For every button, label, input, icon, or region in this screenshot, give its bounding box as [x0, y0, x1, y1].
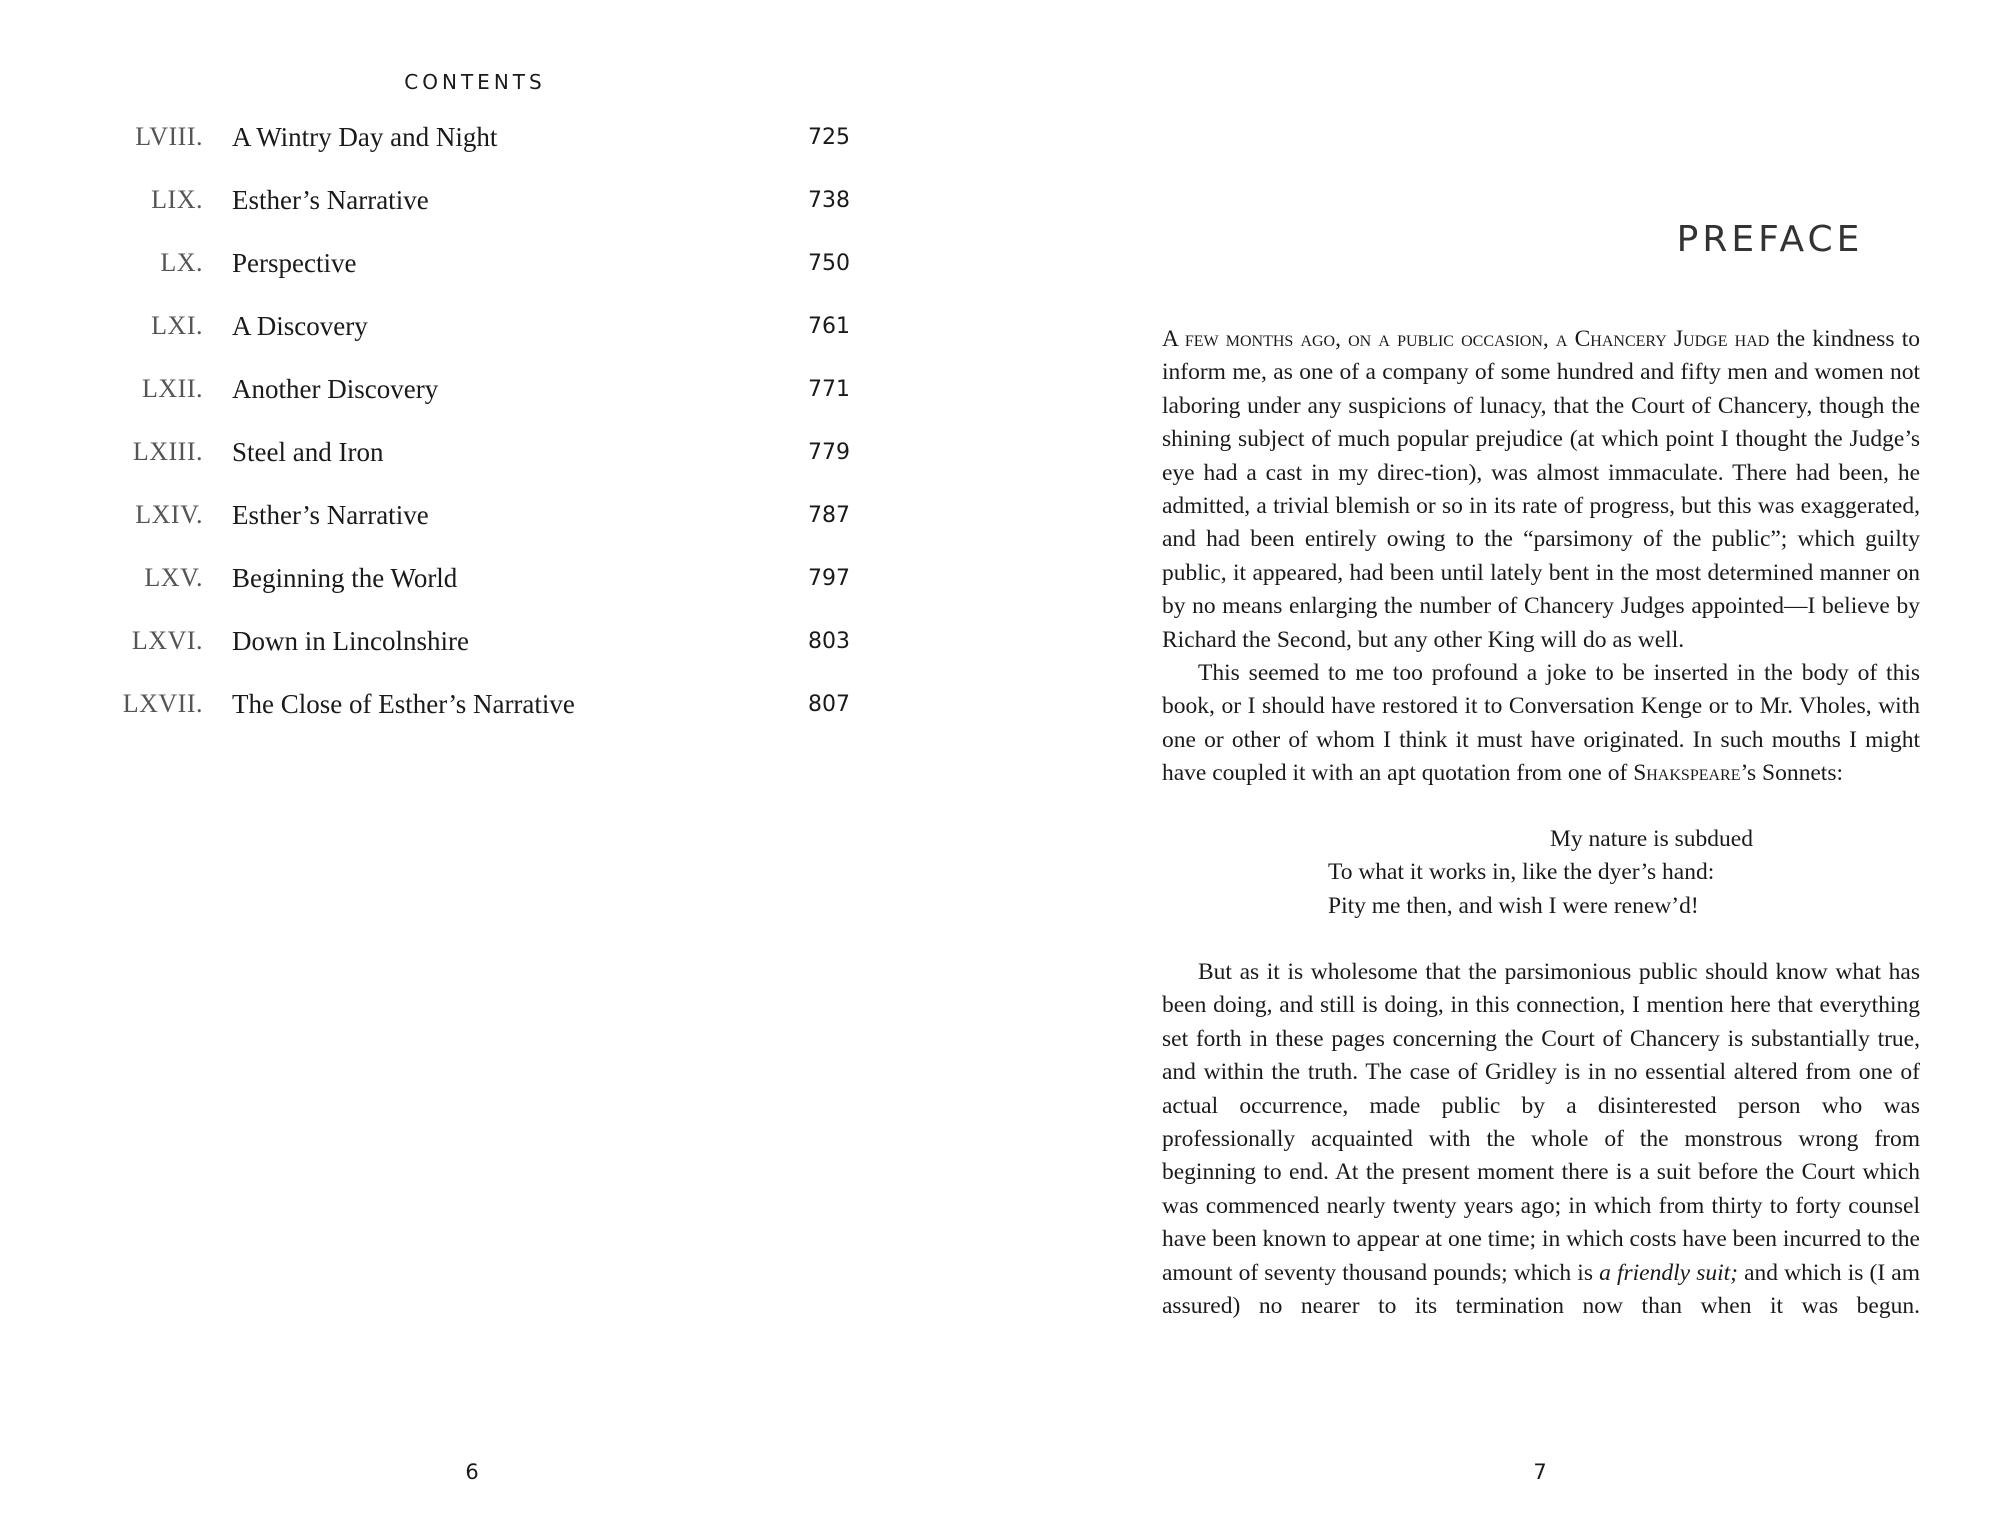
toc-entry — [0, 549, 1000, 612]
sonnet-quotation — [1162, 823, 1920, 923]
toc-entry — [0, 234, 1000, 297]
chapter-title: Another Discovery — [232, 374, 439, 404]
chapter-page: 761 — [808, 314, 850, 339]
chapter-number: LXVII. — [122, 689, 203, 718]
preface-paragraph — [1162, 323, 1920, 657]
chapter-number: LVIII. — [135, 122, 203, 151]
chapter-page: 803 — [808, 629, 850, 654]
chapter-number: LXVI. — [131, 626, 203, 655]
chapter-page: 738 — [808, 188, 850, 213]
chapter-page: 771 — [808, 377, 850, 402]
chapter-number: LXI. — [151, 311, 203, 340]
chapter-number: LXII. — [142, 374, 203, 403]
chapter-title: Perspective — [232, 248, 357, 278]
chapter-title: Steel and Iron — [232, 437, 384, 467]
verse-line: My nature is subdued — [1550, 825, 1753, 852]
chapter-number: LX. — [160, 248, 203, 277]
chapter-number: LXIV. — [135, 500, 203, 529]
preface-title: PREFACE — [1676, 219, 1864, 261]
author-name: Shakspeare — [1633, 760, 1741, 787]
chapter-page: 797 — [808, 566, 850, 591]
paragraph-text: But as it is wholesome that the parsimonious public should know what has been doing, and still is doing, in this connection, I mention here that everything set forth in these pages concerning the Court of Chancery is substantially true, and within the truth. The case of Gridley is in no essential altered from one of actual occurrence, made public by a disinterested person who was professionally acquainted with the whole of the monstrous wrong from beginning to end. At the present moment there is a suit before the Court which was commenced nearly twenty years ago; in which from thirty to forty counsel have been known to appear at one time; in which costs have been incurred to the amount of seventy thousand pounds; which is — [1162, 958, 1920, 1286]
chapter-page: 787 — [808, 503, 850, 528]
toc-entry — [0, 612, 1000, 675]
chapter-page: 807 — [808, 692, 850, 717]
chapter-title: A Discovery — [232, 311, 368, 341]
preface-body — [1162, 323, 1920, 1323]
chapter-title: Beginning the World — [232, 563, 458, 593]
chapter-page: 750 — [808, 251, 850, 276]
preface-paragraph — [1162, 956, 1920, 1323]
toc-entry — [0, 171, 1000, 234]
chapter-page: 725 — [808, 125, 850, 150]
paragraph-text: This seemed to me too profound a joke to be inserted in the body of this book, or I should have restored it to Conversation Kenge or to Mr. Vholes, with one or other of whom I think it must have originated. In such mouths I might have coupled it with an apt quotation from one of — [1162, 660, 1920, 787]
paragraph-text: the kindness to inform me, as one of a company of some hundred and fifty men and women not laboring under any suspicions of lunacy, that the Court of Chancery, though the shining subject of much popular prejudice (at which point I thought the Judge’s eye had a cast in my direc-tion), was almost immaculate. There had been, he admitted, a trivial blemish or so in its rate of progress, but this was exaggerated, and had been entirely owing to the “parsimony of the public”; which guilty public, it appeared, had been until lately bent in the most determined manner on by no means enlarging the number of Chancery Judges appointed—I believe by Richard the Second, but any other King will do as well. — [1162, 326, 1920, 653]
toc-entry — [0, 108, 1000, 171]
paragraph-text: and which is (I am assured) no nearer to its termination now than when it was begun. — [1162, 1259, 1921, 1319]
verse-line: Pity me then, and wish I were renew’d! — [1328, 892, 1699, 919]
toc-entry — [0, 297, 1000, 360]
chapter-number: LXIII. — [132, 437, 203, 466]
toc-entry — [0, 486, 1000, 549]
chapter-title: The Close of Esther’s Narrative — [232, 689, 575, 719]
chapter-title: Esther’s Narrative — [232, 500, 429, 530]
chapter-number: LIX. — [151, 185, 203, 214]
chapter-number: LXV. — [144, 563, 203, 592]
page-number: 7 — [1533, 1460, 1547, 1484]
page-number: 6 — [465, 1460, 479, 1484]
preface-paragraph — [1162, 657, 1920, 791]
right-page — [1000, 0, 2000, 1524]
lead-in-small-caps: A few months ago, on a public occasion, a Chancery Judge had — [1162, 326, 1770, 352]
toc-entry — [0, 423, 1000, 486]
chapter-title: Esther’s Narrative — [232, 185, 429, 215]
chapter-title: Down in Lincolnshire — [232, 626, 469, 656]
toc-entry — [0, 360, 1000, 423]
chapter-page: 779 — [808, 440, 850, 465]
chapter-title: A Wintry Day and Night — [232, 122, 498, 152]
table-of-contents — [0, 108, 1000, 738]
paragraph-text: ’s Sonnets: — [1740, 760, 1844, 787]
running-head: CONTENTS — [404, 70, 546, 94]
toc-entry — [0, 675, 1000, 738]
italic-phrase: a friendly suit; — [1599, 1259, 1738, 1286]
verse-line: To what it works in, like the dyer’s hand: — [1328, 859, 1715, 886]
